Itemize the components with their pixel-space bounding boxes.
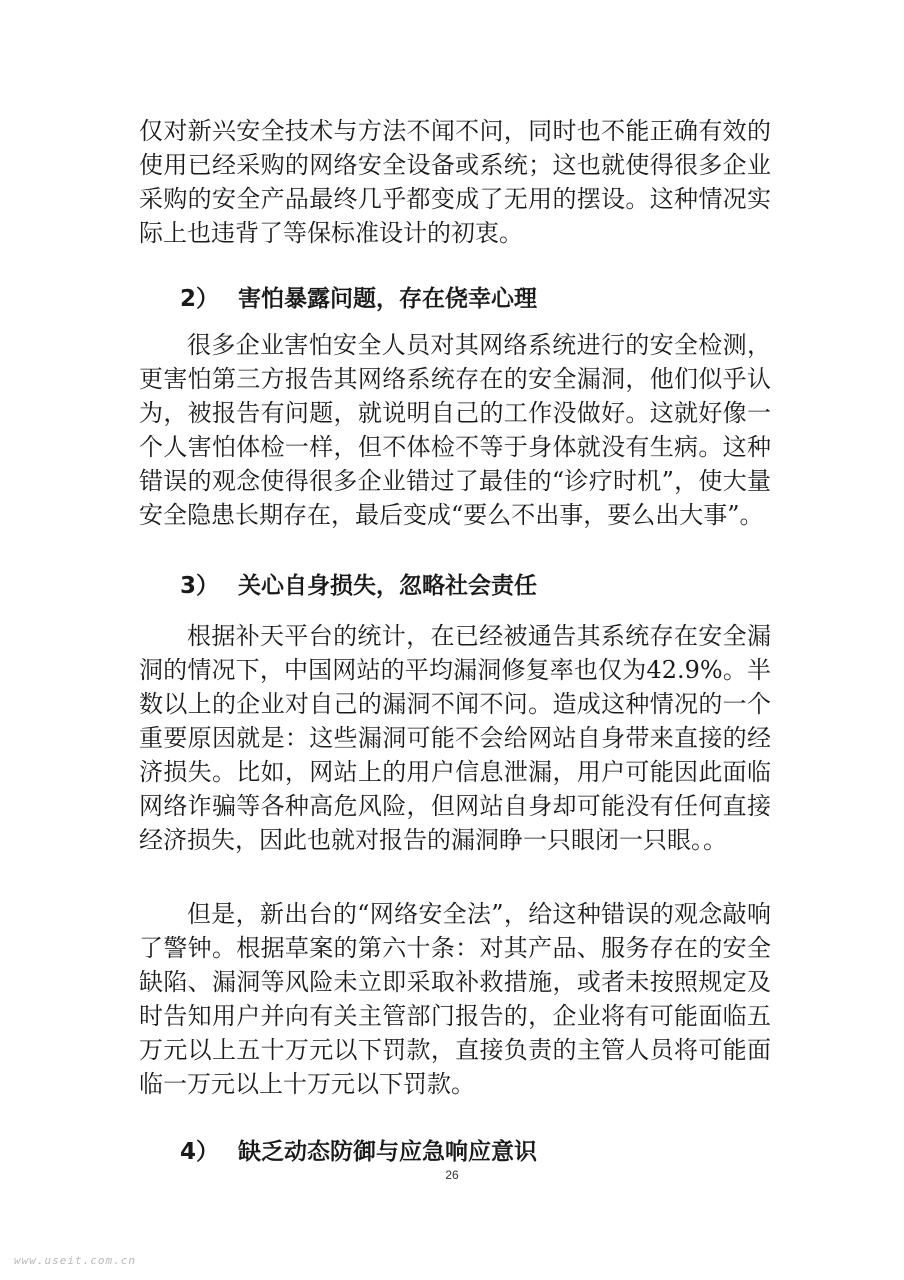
watermark-text: www.useit.com.cn (14, 1254, 136, 1267)
heading-self-interest (180, 571, 537, 601)
paragraph-cybersecurity-law: 但是，新出台的“网络安全法”，给这种错误的观念敲响了警钟。根据草案的第六十条：对其产品、服务存在的安全缺陷、漏洞等风险未立即采取补救措施，或者未按照规定及时告知用户并向有关主管部门报告的，企业将有可能面临五万元以上五十万元以下罚款，直接负责的主管人员将可能面临一万元以上十万元以下罚款。 (139, 900, 771, 1098)
paragraph-equal-protection: 仅对新兴安全技术与方法不闻不问，同时也不能正确有效的使用已经采购的网络安全设备或系统；这也就使得很多企业采购的安全产品最终几乎都变成了无用的摆设。这种情况实际上也违背了等保标准设计的初衷。 (139, 117, 771, 247)
heading-fear-of-exposure (180, 284, 537, 314)
heading-text: 缺乏动态防御与应急响应意识 (238, 1139, 537, 1165)
paragraph-vulnerability-fix-rate: 根据补天平台的统计，在已经被通告其系统存在安全漏洞的情况下，中国网站的平均漏洞修复率也仅为42.9%。半数以上的企业对自己的漏洞不闻不问。造成这种情况的一个重要原因就是：这些漏洞可能不会给网站自身带来直接的经济损失。比如，网站上的用户信息泄漏，用户可能因此面临网络诈骗等各种高危风险，但网站自身却可能没有任何直接经济损失，因此也就对报告的漏洞睁一只眼闭一只眼。。 (139, 622, 771, 854)
heading-text: 害怕暴露问题，存在侥幸心理 (238, 286, 537, 312)
heading-dynamic-defense (180, 1137, 537, 1167)
heading-number: 2） (180, 286, 220, 312)
heading-text: 关心自身损失，忽略社会责任 (238, 573, 537, 599)
page-number: 26 (445, 1168, 459, 1182)
paragraph-fear-of-testing: 很多企业害怕安全人员对其网络系统进行的安全检测，更害怕第三方报告其网络系统存在的安全漏洞，他们似乎认为，被报告有问题，就说明自己的工作没做好。这就好像一个人害怕体检一样，但不体检不等于身体就没有生病。这种错误的观念使得很多企业错过了最佳的“诊疗时机”，使大量安全隐患长期存在，最后变成“要么不出事，要么出大事”。 (139, 331, 771, 529)
heading-number: 3） (180, 573, 220, 599)
heading-number: 4） (180, 1139, 220, 1165)
